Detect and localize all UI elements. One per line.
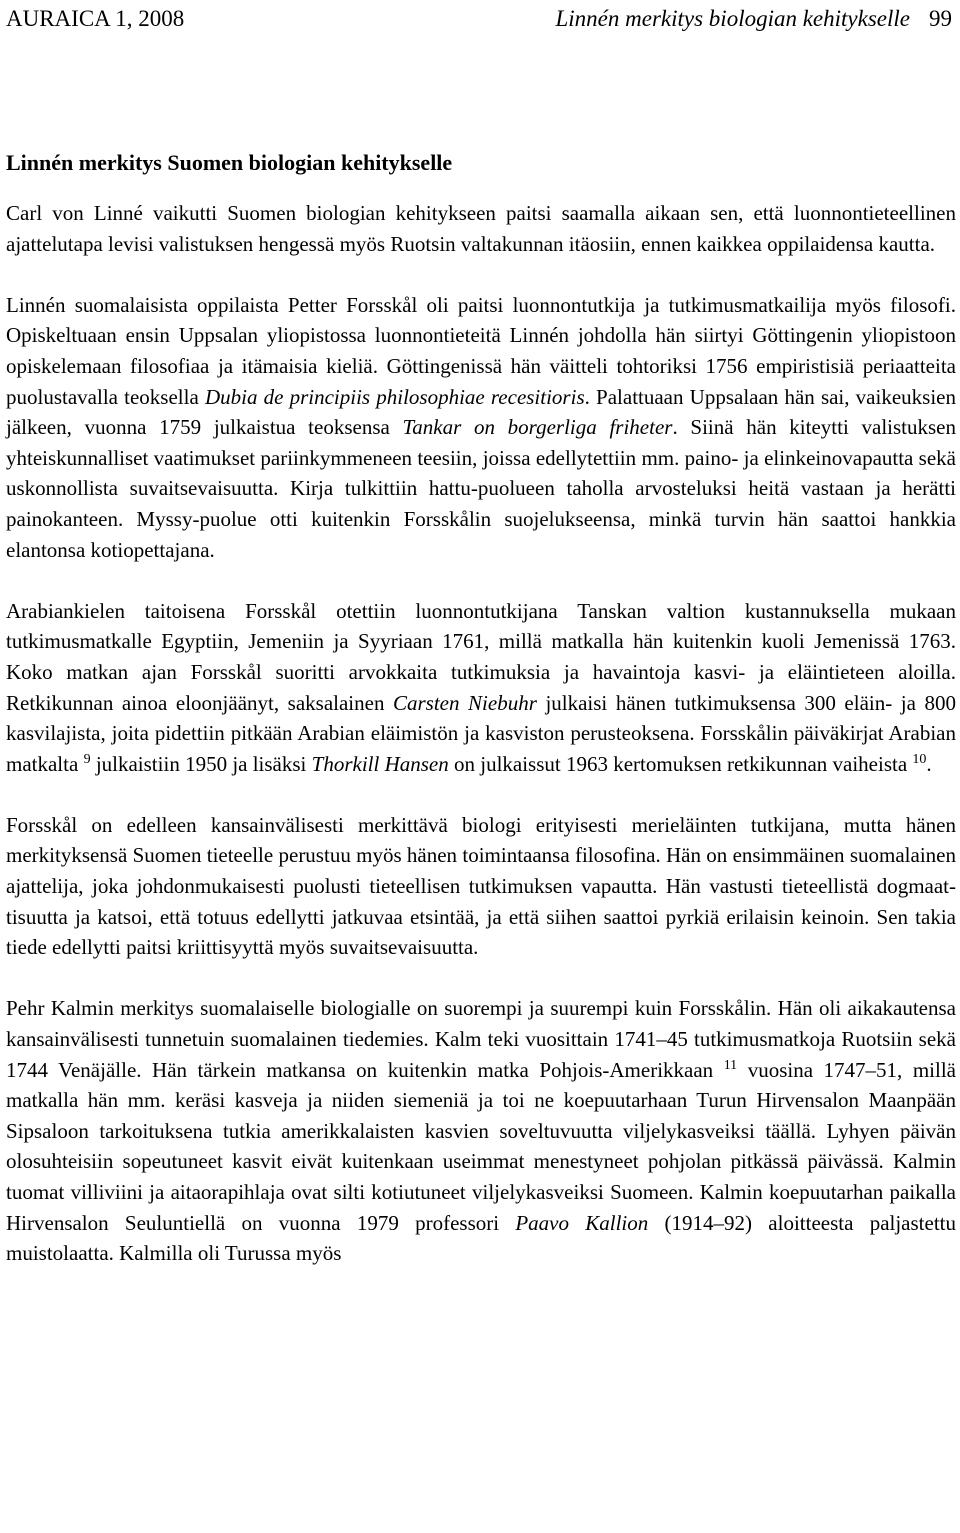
paragraph-2-text-3: . Siinä hän kiteytti valistuksen yhteiskunnalliset vaatimukset pariinkymmeneen teesiin, joissa edellytettiin mm. paino- ja elinkeinovapautta sekä uskonnollista suvaitsevaisuutta. Kirja tulkittiin hattu-puolueen taholla arvosteluksi heitä vastaan ja herätti painokanteen. Myssy-puolue otti kuitenkin Forsskålin suojelukseensa, minkä turvin hän saattoi hankkia elantonsa kotiopettajana. (6, 415, 956, 562)
paragraph-5-text-3: (1914–92) aloitteesta paljastettu muistolaatta. Kalmilla oli Turussa myös (6, 1210, 956, 1266)
paragraph-2 (6, 290, 956, 565)
paragraph-5-text-1: Pehr Kalmin merkitys suomalaiselle biologialle on suorempi ja suurempi kuin Forsskålin. Hän oli aikakautensa kansainvälisesti tunnetuin suomalainen tiedemies. Kalm teki vuosittain 1741–45 tutkimusmatkoja Ruotsiin sekä 1744 Venäjälle. Hän tärkein matkansa on kuitenkin matka Pohjois-Amerikkaan (6, 996, 956, 1082)
paragraph-3-text-4: on julkaissut 1963 kertomuksen retkikunnan vaiheista (448, 751, 913, 776)
paragraph-3-text-5: . (926, 751, 932, 776)
paragraph-2-italic-2: Tankar on borgerliga friheter (402, 415, 673, 440)
paragraph-1: Carl von Linné vaikutti Suomen biologian kehitykseen paitsi saamalla aikaan sen, että luonnontieteellinen ajattelutapa levisi valistuksen hengessä myös Ruotsin valtakunnan itäosiin, ennen kaikkea oppilaidensa kautta. (6, 201, 956, 256)
article-title: Linnén merkitys Suomen biologian kehitykselle (6, 150, 453, 175)
paragraph-5-italic-1: Paavo Kallion (515, 1210, 649, 1235)
paragraph-2-text-1: Linnén suomalaisista oppilaista Petter Forsskål oli paitsi luonnontutkija ja tutkimusmatkailija myös filosofi. Opiskeltuaan ensin Uppsalan yliopistossa luonnontieteitä Linnén johdolla hän siirtyi Göttingenin yliopistoon opiskelemaan filosofiaa ja itämaisia kieliä. Göttingenissä hän väitteli tohtoriksi 1756 empiristisiä periaatteita puolustavalla teoksella (6, 292, 956, 409)
running-title: Linnén merkitys biologian kehitykselle (555, 6, 910, 31)
paragraph-3-text-1: Arabiankielen taitoisena Forsskål otettiin luonnontutkijana Tanskan valtion kustannuksella mukaan tutkimusmatkalle Egyptiin, Jemeniin ja Syyriaan 1761, millä matkalla hän kuitenkin kuoli Jemenissä 1763. Koko matkan ajan Forsskål suoritti arvokkaita tutkimuksia ja havaintoja kasvi- ja eläintieteen aloilla. Retkikunnan ainoa eloonjäänyt, saksalainen (6, 598, 956, 715)
footnote-ref-9: 9 (83, 751, 91, 767)
paragraph-5 (6, 993, 956, 1268)
article-body (6, 148, 956, 1269)
footnote-ref-10: 10 (912, 751, 927, 767)
paragraph-2-text-2: . Palattuaan Uppsalaan hän sai, vaikeuksien jälkeen, vuonna 1759 julkaistua teoksensa (6, 384, 956, 440)
footnote-ref-11: 11 (723, 1057, 738, 1073)
paragraph-2-italic-1: Dubia de principiis philosophiae recesitioris (204, 384, 585, 409)
paragraph-3 (6, 596, 956, 780)
paragraph-3-italic-1: Carsten Niebuhr (393, 690, 537, 715)
journal-citation: AURAICA 1, 2008 (6, 6, 185, 31)
paragraph-3-text-2: julkaisi hänen tutkimuksensa 300 eläin- ja 800 kasvilajista, joita pidettiin pitkään Arabian eläimistön ja kasviston perusteoksena. Forsskålin päiväkirjat Arabian matkalta (6, 690, 956, 776)
paragraph-3-text-3: julkaistiin 1950 ja lisäksi (90, 751, 312, 776)
paragraph-4: Forsskål on edelleen kansainvälisesti merkittävä biologi erityisesti merieläinten tutkijana, mutta hänen merkityksensä Suomen tieteelle perustuu myös hänen toimintaansa filosofina. Hän on ensimmäinen suomalainen ajattelija, joka johdonmukaisesti puolusti tieteellisen tutkimuksen vapautta. Hän vastusti tieteellistä dogmaattisuutta ja katsoi, että totuus edellytti jatkuvaa etsintää, ja että siihen saattoi pyrkiä erilaisin keinoin. Sen takia tiede edellytti paitsi kriittisyyttä myös suvaitsevaisuutta. (6, 812, 956, 960)
paragraph-5-text-2: vuosina 1747–51, millä matkalla hän mm. keräsi kasveja ja niiden siemeniä ja toi ne koepuutarhaan Turun Hirvensalon Maanpään Sipsaloon tarkoituksena tutkia amerikkalaisten kasvien soveltuvuutta viljelykasveiksi täällä. Lyhyen päivän olosuhteisiin sopeutuneet kasvit eivät kuitenkaan useimmat menestyneet pohjolan pitkässä päivässä. Kalmin tuomat villiviini ja aitaorapihlaja ovat silti kotiutuneet viljelykasveiksi Suomeen. Kalmin koepuutarhan paikalla Hirvensalon Seuluntiellä on vuonna 1979 professori (6, 1057, 956, 1235)
running-header (6, 2, 952, 36)
page-number: 99 (929, 6, 952, 31)
paragraph-3-italic-2: Thorkill Hansen (311, 751, 449, 776)
